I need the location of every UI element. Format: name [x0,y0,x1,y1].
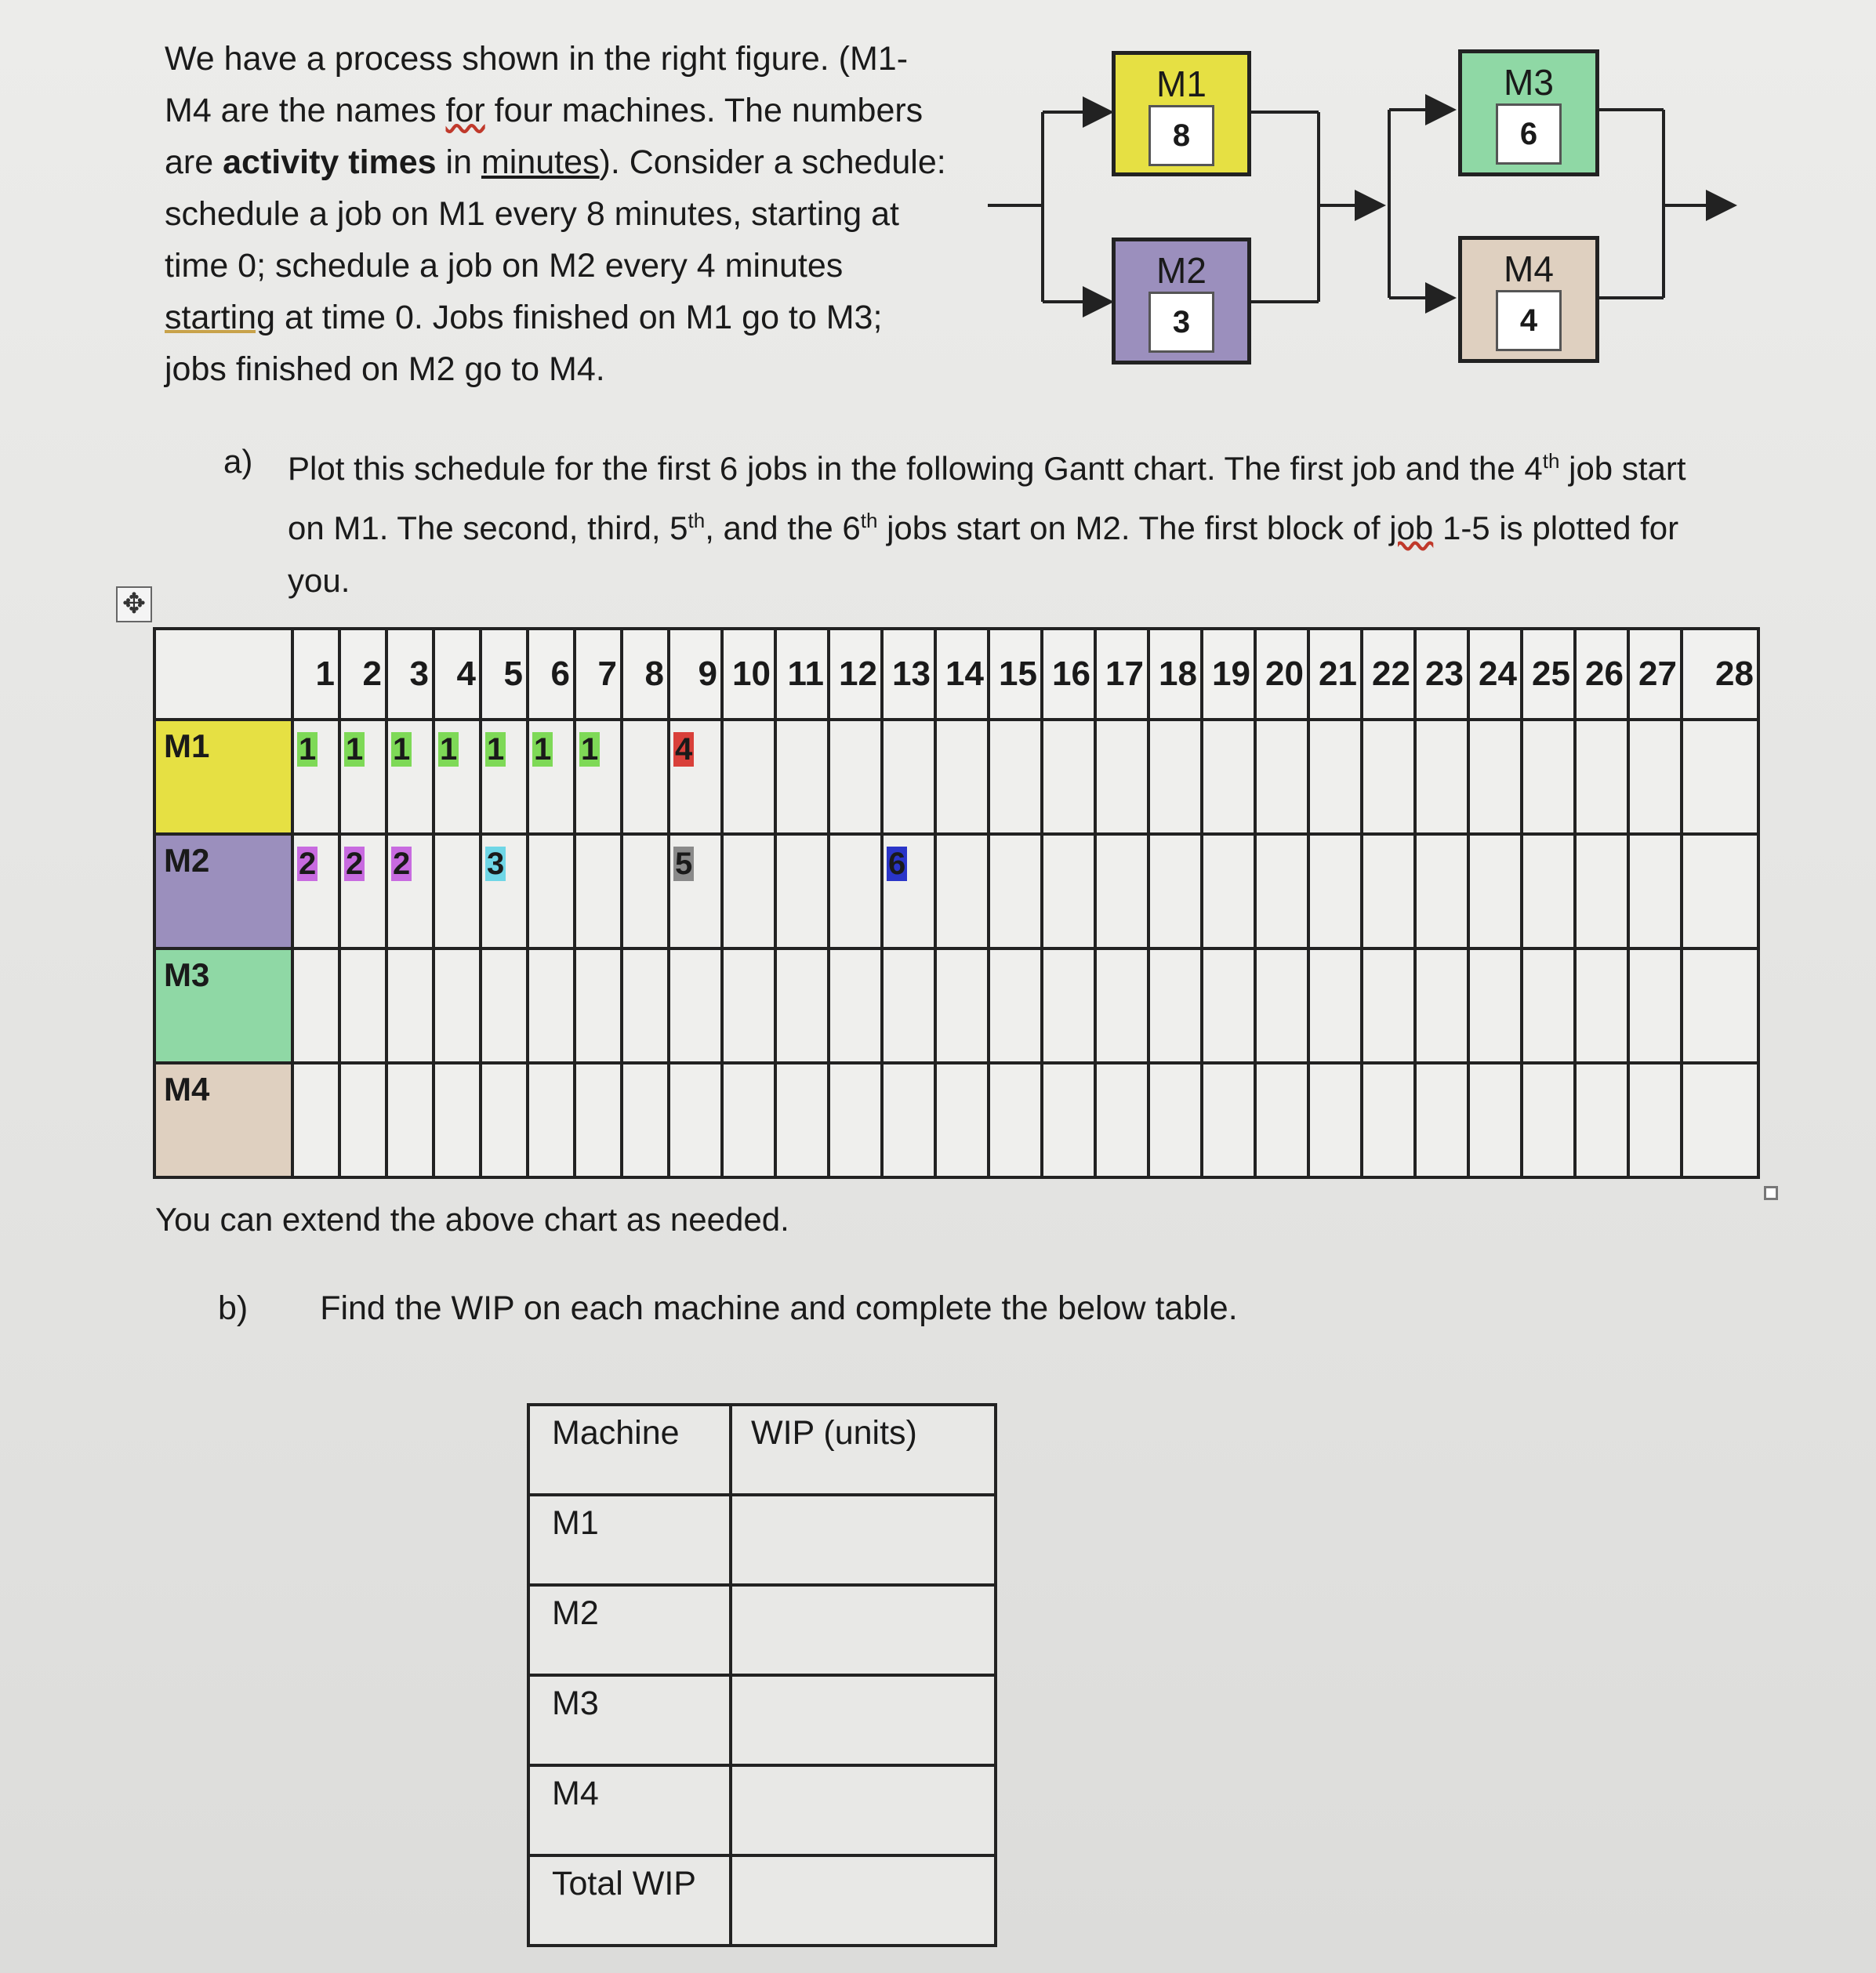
wip-row [528,1675,996,1765]
machine-time: 6 [1496,103,1562,165]
gantt-cell[interactable] [1415,720,1468,834]
underlined-word: minutes [481,143,600,181]
gantt-cell[interactable] [339,720,386,834]
gantt-cell[interactable] [722,834,775,948]
wip-row [528,1855,996,1946]
job-marker: 2 [393,847,411,881]
gantt-cell[interactable] [1042,720,1095,834]
process-diagram [980,43,1748,372]
wip-machine-cell: M2 [528,1585,731,1675]
gantt-cell[interactable] [1575,834,1628,948]
gantt-cell[interactable] [622,1063,669,1177]
gantt-cell[interactable] [669,834,722,948]
spellcheck-word[interactable]: for [445,92,485,129]
gantt-cell[interactable] [989,948,1042,1063]
gantt-cell[interactable] [1682,948,1758,1063]
gantt-cell[interactable] [292,720,339,834]
gantt-cell[interactable] [339,948,386,1063]
wip-row [528,1585,996,1675]
time-column-header: 10 [722,629,775,720]
wip-machine-cell: M1 [528,1495,731,1585]
wip-header-machine: Machine [528,1405,731,1495]
intro-text: time 0; schedule a job on M2 every 4 minutes [165,247,844,285]
gantt-cell[interactable] [989,834,1042,948]
question-b [218,1289,1238,1328]
intro-text: ). Consider a schedule: [599,143,946,181]
table-resize-handle[interactable] [1764,1186,1778,1200]
gantt-cell[interactable] [1522,948,1575,1063]
gantt-cell[interactable] [434,834,481,948]
time-column-header: 19 [1202,629,1255,720]
gantt-cell[interactable] [1148,948,1202,1063]
gantt-cell[interactable] [829,948,882,1063]
machine-label-cell: M2 [154,834,292,948]
gantt-cell[interactable] [1415,948,1468,1063]
gantt-cell[interactable] [935,1063,989,1177]
time-column-header: 14 [935,629,989,720]
intro-text: We have a process shown in the right figure. (M1- [165,40,909,78]
job-marker: 1 [299,732,317,767]
gantt-cell[interactable] [622,720,669,834]
job-marker: 1 [440,732,458,767]
text-run: job start on M1. The second, third, 5 [288,450,1686,546]
job-marker: 1 [393,732,411,767]
intro-line [165,136,996,188]
gantt-cell[interactable] [1095,834,1148,948]
gantt-cell[interactable] [1095,1063,1148,1177]
gantt-cell[interactable] [1682,720,1758,834]
gantt-cell[interactable] [722,720,775,834]
job-marker: 5 [675,847,693,881]
machine-label-cell: M3 [154,948,292,1063]
gantt-cell[interactable] [434,1063,481,1177]
machine-time: 3 [1148,292,1214,353]
job-marker: 2 [299,847,317,881]
machine-label-cell: M4 [154,1063,292,1177]
intro-line [165,33,996,85]
gantt-cell[interactable] [1682,834,1758,948]
question-a [223,435,1729,607]
time-column-header: 23 [1415,629,1468,720]
superscript: th [860,509,878,532]
time-column-header: 20 [1255,629,1308,720]
time-column-header: 24 [1468,629,1522,720]
table-move-handle-icon[interactable]: ✥ [116,586,152,622]
machine-time: 8 [1148,105,1214,166]
time-column-header: 15 [989,629,1042,720]
wip-value-cell[interactable] [731,1675,996,1765]
time-column-header: 12 [829,629,882,720]
gantt-cell[interactable] [481,948,528,1063]
gantt-cell[interactable] [1575,720,1628,834]
wip-value-cell[interactable] [731,1495,996,1585]
job-marker: 4 [675,732,693,767]
gantt-cell[interactable] [722,1063,775,1177]
gantt-cell[interactable] [1468,720,1522,834]
bold-term: activity times [223,143,437,181]
list-marker: a) [223,443,253,480]
gantt-cell[interactable] [292,1063,339,1177]
gantt-cell[interactable] [1255,1063,1308,1177]
wip-table [527,1403,997,1947]
superscript: th [688,509,706,532]
time-column-header: 28 [1682,629,1758,720]
gantt-cell[interactable] [1575,948,1628,1063]
intro-text: are [165,143,223,181]
job-marker: 2 [346,847,364,881]
superscript: th [1542,449,1560,473]
gantt-cell[interactable] [1255,834,1308,948]
machine-name: M2 [1156,250,1207,291]
wip-total-value-cell[interactable] [731,1855,996,1946]
job-marker: 1 [534,732,552,767]
gantt-cell[interactable] [1202,1063,1255,1177]
gantt-cell[interactable] [882,948,935,1063]
gantt-cell[interactable] [1308,1063,1362,1177]
machine-name: M1 [1156,63,1207,104]
machine-box-m1 [1112,51,1251,176]
gantt-cell[interactable] [1522,834,1575,948]
time-column-header: 6 [528,629,575,720]
intro-paragraph [165,33,996,395]
extend-note: You can extend the above chart as needed. [155,1201,789,1238]
gantt-cell[interactable] [1255,948,1308,1063]
gantt-row-m2 [154,834,1758,948]
gantt-cell[interactable] [622,948,669,1063]
text-run: jobs start on M2. The first block of [877,510,1390,546]
gantt-cell[interactable] [1042,1063,1095,1177]
time-column-header: 1 [292,629,339,720]
gantt-cell[interactable] [528,834,575,948]
time-column-header: 4 [434,629,481,720]
gantt-cell[interactable] [829,720,882,834]
gantt-row-m4 [154,1063,1758,1177]
gantt-cell[interactable] [575,720,622,834]
gantt-cell[interactable] [1362,1063,1415,1177]
gantt-cell[interactable] [775,1063,829,1177]
job-marker: 1 [346,732,364,767]
gantt-cell[interactable] [882,1063,935,1177]
time-column-header: 17 [1095,629,1148,720]
gantt-chart-table [153,627,1760,1179]
gantt-cell[interactable] [481,834,528,948]
gantt-cell[interactable] [575,948,622,1063]
time-column-header: 9 [669,629,722,720]
gantt-cell[interactable] [386,948,434,1063]
gantt-cell[interactable] [481,1063,528,1177]
gantt-cell[interactable] [1628,1063,1682,1177]
gantt-corner-cell [154,629,292,720]
gantt-cell[interactable] [622,834,669,948]
gantt-cell[interactable] [1468,948,1522,1063]
gantt-cell[interactable] [775,948,829,1063]
gantt-cell[interactable] [669,948,722,1063]
gantt-cell[interactable] [528,720,575,834]
gantt-cell[interactable] [1362,948,1415,1063]
job-marker: 3 [487,847,505,881]
machine-label-cell: M1 [154,720,292,834]
machine-box-m2 [1112,238,1251,364]
gantt-cell[interactable] [528,948,575,1063]
gantt-cell[interactable] [935,948,989,1063]
gantt-cell[interactable] [1148,720,1202,834]
gantt-cell[interactable] [339,1063,386,1177]
machine-time: 4 [1496,290,1562,351]
gantt-cell[interactable] [1362,834,1415,948]
wip-header-row [528,1405,996,1495]
time-column-header: 5 [481,629,528,720]
wip-value-cell[interactable] [731,1585,996,1675]
gantt-cell[interactable] [481,720,528,834]
time-column-header: 3 [386,629,434,720]
wip-total-label: Total WIP [528,1855,731,1946]
gantt-cell[interactable] [722,948,775,1063]
gantt-row-m1 [154,720,1758,834]
question-b-text: Find the WIP on each machine and complete the below table. [320,1289,1238,1327]
gantt-cell[interactable] [1095,720,1148,834]
gantt-cell[interactable] [829,1063,882,1177]
list-marker: b) [218,1289,249,1327]
gantt-cell[interactable] [1202,948,1255,1063]
gantt-cell[interactable] [1308,948,1362,1063]
gantt-cell[interactable] [1202,720,1255,834]
gantt-cell[interactable] [1628,720,1682,834]
intro-line [165,188,996,240]
time-column-header: 27 [1628,629,1682,720]
spellcheck-word[interactable]: job [1389,510,1434,546]
text-run: Plot this schedule for the first 6 jobs in the following Gantt chart. The first job and the 4 [288,450,1543,487]
machine-name: M3 [1504,62,1554,103]
gantt-cell[interactable] [1148,834,1202,948]
time-column-header: 7 [575,629,622,720]
gantt-cell[interactable] [1628,948,1682,1063]
gantt-cell[interactable] [339,834,386,948]
intro-text: jobs finished on M2 go to M4. [165,350,605,388]
gantt-cell[interactable] [775,720,829,834]
time-column-header: 16 [1042,629,1095,720]
gantt-cell[interactable] [575,834,622,948]
intro-text: at time 0. Jobs finished on M1 go to M3; [275,299,883,336]
time-column-header: 13 [882,629,935,720]
gantt-cell[interactable] [1042,948,1095,1063]
gantt-cell[interactable] [386,834,434,948]
gantt-cell[interactable] [989,720,1042,834]
gantt-cell[interactable] [1682,1063,1758,1177]
wip-row [528,1495,996,1585]
gantt-cell[interactable] [1575,1063,1628,1177]
gantt-cell[interactable] [669,1063,722,1177]
gantt-cell[interactable] [882,720,935,834]
machine-box-m4 [1458,236,1599,363]
gantt-cell[interactable] [292,948,339,1063]
process-connectors [980,43,1748,372]
gantt-body [154,720,1758,1177]
wip-value-cell[interactable] [731,1765,996,1855]
gantt-cell[interactable] [1148,1063,1202,1177]
time-column-header: 11 [775,629,829,720]
gantt-cell[interactable] [882,834,935,948]
time-column-header: 25 [1522,629,1575,720]
job-marker: 1 [581,732,599,767]
gantt-cell[interactable] [1468,1063,1522,1177]
time-column-header: 26 [1575,629,1628,720]
wip-row [528,1765,996,1855]
gantt-cell[interactable] [1308,834,1362,948]
gantt-cell[interactable] [1468,834,1522,948]
intro-line [165,240,996,292]
wip-machine-cell: M3 [528,1675,731,1765]
gantt-cell[interactable] [1415,1063,1468,1177]
gantt-cell[interactable] [935,720,989,834]
gantt-cell[interactable] [434,948,481,1063]
gantt-cell[interactable] [829,834,882,948]
gantt-cell[interactable] [1415,834,1468,948]
question-a-text [288,435,1729,607]
intro-line [165,85,996,136]
gantt-cell[interactable] [528,1063,575,1177]
gantt-cell[interactable] [775,834,829,948]
gantt-cell[interactable] [292,834,339,948]
gantt-cell[interactable] [989,1063,1042,1177]
wip-header-units: WIP (units) [731,1405,996,1495]
gantt-cell[interactable] [1522,1063,1575,1177]
machine-name: M4 [1504,248,1554,289]
time-column-header: 22 [1362,629,1415,720]
gantt-cell[interactable] [1628,834,1682,948]
gantt-cell[interactable] [1522,720,1575,834]
gantt-cell[interactable] [935,834,989,948]
gantt-cell[interactable] [386,720,434,834]
gantt-cell[interactable] [1202,834,1255,948]
gantt-cell[interactable] [1042,834,1095,948]
job-marker: 6 [888,847,906,881]
gantt-cell[interactable] [1308,720,1362,834]
gantt-header-row [154,629,1758,720]
intro-text: in [436,143,481,181]
gantt-cell[interactable] [386,1063,434,1177]
intro-line [165,343,996,395]
time-column-header: 21 [1308,629,1362,720]
machine-box-m3 [1458,49,1599,176]
time-column-header: 8 [622,629,669,720]
text-run: , and the 6 [705,510,861,546]
job-marker: 1 [487,732,505,767]
time-column-header: 2 [339,629,386,720]
gantt-cell[interactable] [575,1063,622,1177]
text-run: 1-5 is plotted for you. [288,510,1679,599]
gantt-cell[interactable] [1255,720,1308,834]
gantt-cell[interactable] [434,720,481,834]
gantt-cell[interactable] [1095,948,1148,1063]
intro-text: M4 are the names [165,92,446,129]
intro-text: schedule a job on M1 every 8 minutes, starting at [165,195,899,233]
intro-text: four machines. The numbers [484,92,923,129]
intro-line [165,292,996,343]
grammar-flag-word[interactable]: starting [165,299,276,336]
gantt-row-m3 [154,948,1758,1063]
gantt-cell[interactable] [1362,720,1415,834]
wip-machine-cell: M4 [528,1765,731,1855]
time-column-header: 18 [1148,629,1202,720]
gantt-cell[interactable] [669,720,722,834]
